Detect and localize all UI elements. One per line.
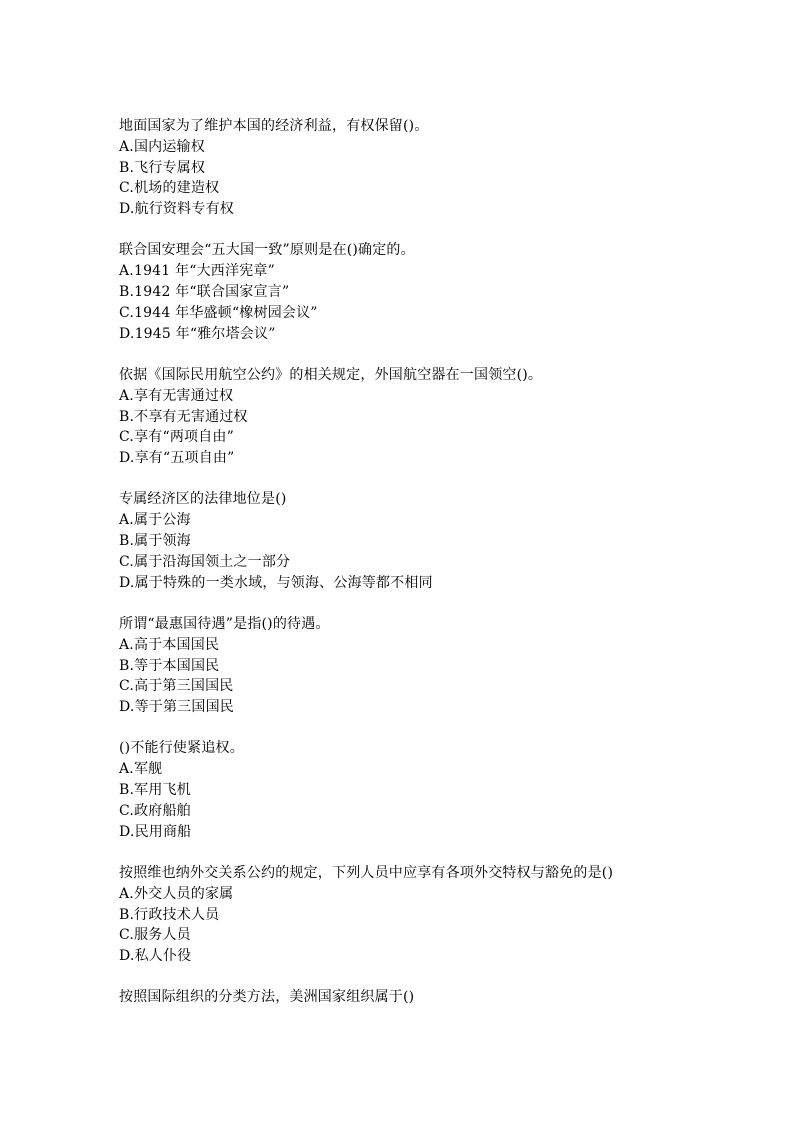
question-block xyxy=(119,614,719,718)
answer-option-a: A.外交人员的家属 xyxy=(119,885,234,902)
answer-option-a: A.军舰 xyxy=(119,761,163,778)
answer-option-c: C.服务人员 xyxy=(119,927,191,944)
question-stem: 所谓“最惠国待遇”是指()的待遇。 xyxy=(119,615,330,632)
answer-option-b: B.1942 年“联合国家宣言” xyxy=(119,284,290,301)
question-stem: 专属经济区的法律地位是() xyxy=(119,491,287,508)
answer-option-c: C.机场的建造权 xyxy=(119,180,220,197)
answer-option-b: B.不享有无害通过权 xyxy=(119,408,248,425)
answer-option-d: D.等于第三国国民 xyxy=(119,699,234,716)
question-block xyxy=(119,240,719,344)
answer-option-d: D.享有“五项自由” xyxy=(119,450,235,467)
answer-option-d: D.私人仆役 xyxy=(119,948,192,965)
question-block xyxy=(119,987,719,1008)
answer-option-b: B.等于本国国民 xyxy=(119,657,220,674)
question-stem: 按照维也纳外交关系公约的规定，下列人员中应享有各项外交特权与豁免的是() xyxy=(119,864,614,881)
answer-option-d: D.属于特殊的一类水域，与领海、公海等都不相同 xyxy=(119,574,433,591)
answer-option-a: A.享有无害通过权 xyxy=(119,387,234,404)
question-block xyxy=(119,489,719,593)
answer-option-d: D.航行资料专有权 xyxy=(119,201,234,218)
answer-option-b: B.属于领海 xyxy=(119,533,191,550)
answer-option-a: A.属于公海 xyxy=(119,512,191,529)
answer-option-c: C.享有“两项自由” xyxy=(119,429,234,446)
question-stem: 联合国安理会“五大国一致”原则是在()确定的。 xyxy=(119,242,415,259)
answer-option-b: B.飞行专属权 xyxy=(119,159,206,176)
question-block xyxy=(119,116,719,220)
answer-option-c: C.高于第三国国民 xyxy=(119,678,234,695)
answer-option-a: A.1941 年“大西洋宪章” xyxy=(119,263,275,280)
answer-option-c: C.1944 年华盛顿“橡树园会议” xyxy=(119,304,318,321)
question-stem: 按照国际组织的分类方法，美洲国家组织属于() xyxy=(119,989,415,1006)
answer-option-b: B.行政技术人员 xyxy=(119,906,220,923)
answer-option-b: B.军用飞机 xyxy=(119,782,191,799)
question-stem: 地面国家为了维护本国的经济利益，有权保留()。 xyxy=(119,118,429,134)
answer-option-c: C.属于沿海国领土之一部分 xyxy=(119,553,291,570)
question-block xyxy=(119,738,719,842)
answer-option-d: D.1945 年“雅尔塔会议” xyxy=(119,325,276,342)
answer-option-d: D.民用商船 xyxy=(119,823,192,840)
answer-option-c: C.政府船舶 xyxy=(119,802,191,819)
question-stem: 依据《国际民用航空公约》的相关规定，外国航空器在一国领空()。 xyxy=(119,366,543,383)
question-list xyxy=(119,116,719,1029)
question-block xyxy=(119,863,719,967)
question-stem: ()不能行使紧追权。 xyxy=(119,740,244,757)
answer-option-a: A.国内运输权 xyxy=(119,138,205,155)
question-block xyxy=(119,365,719,469)
answer-option-a: A.高于本国国民 xyxy=(119,636,220,653)
